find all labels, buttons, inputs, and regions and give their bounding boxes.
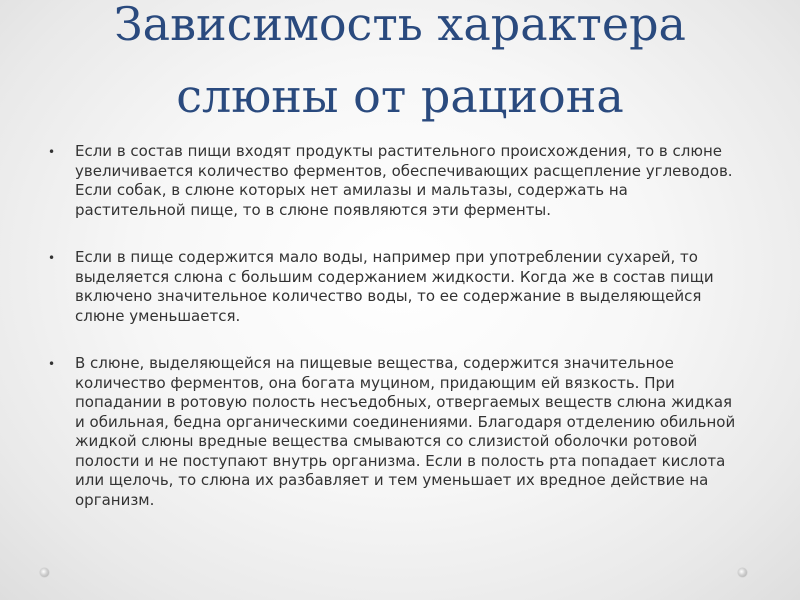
bullet-icon: •	[48, 251, 56, 265]
bullet-text: Если в пище содержится мало воды, например при употреблении сухарей, то выделяется слюна с большим содержанием жидкости. Когда же в состав пищи включено значительное количество воды, то ее содержание в выделяющейся слюне уменьшается.	[75, 248, 714, 325]
bullet-item-plant-food	[48, 142, 738, 220]
bullet-text: Если в состав пищи входят продукты растительного происхождения, то в слюне увеличивается количество ферментов, обеспечивающих расщепление углеводов. Если собак, в слюне которых нет амилазы и мальтазы, содержать на растительной пище, то в слюне появляются эти ферменты.	[75, 142, 733, 219]
bullet-text: В слюне, выделяющейся на пищевые вещества, содержится значительное количество ферментов, она богата муцином, придающим ей вязкость. При попадании в ротовую полость несъедобных, отвергаемых веществ слюна жидкая и обильная, бедна органическими соединениями. Благодаря отделению обильной жидкой слюны вредные вещества смываются со слизистой оболочки ротовой полости и не поступают внутрь организма. Если в полость рта попадает кислота или щелочь, то слюна их разбавляет и тем уменьшает их вредное действие на организм.	[75, 354, 736, 509]
decorative-dot-icon	[40, 568, 49, 577]
bullet-icon: •	[48, 357, 56, 371]
bullet-item-water-content	[48, 248, 738, 326]
slide-title	[0, 0, 800, 132]
slide-title-line-1: Зависимость характера	[114, 0, 686, 51]
bullet-list	[48, 142, 738, 538]
bullet-item-enzymes-mucin	[48, 354, 738, 510]
slide-title-line-2: слюны от рациона	[176, 69, 624, 123]
bullet-icon: •	[48, 145, 56, 159]
decorative-dot-icon	[738, 568, 747, 577]
